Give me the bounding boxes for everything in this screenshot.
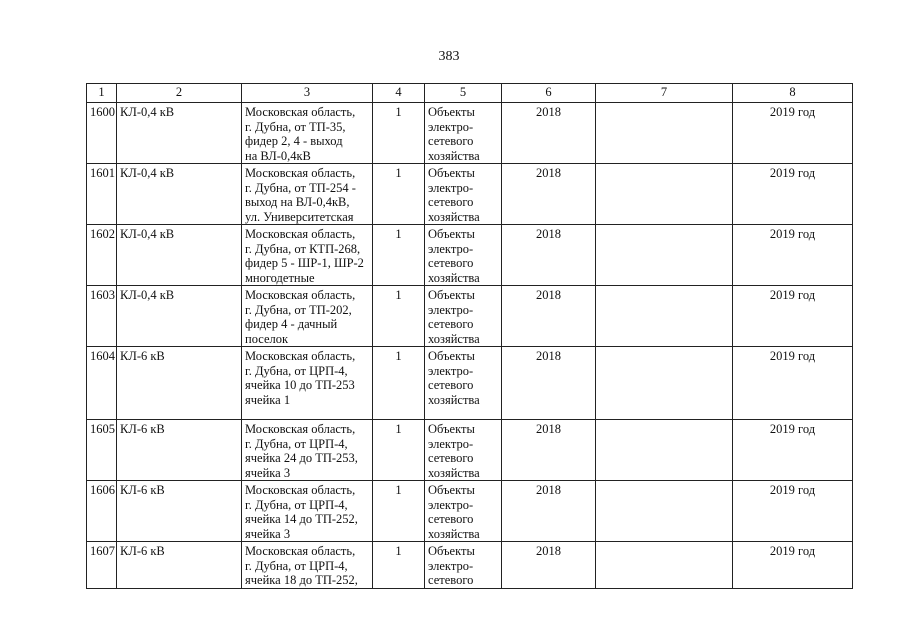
col7-cell [596,225,733,286]
table-row [87,420,853,481]
header-col-6: 6 [502,84,596,103]
address-cell-line: ул. Университетская [245,209,354,224]
header-col-5: 5 [425,84,502,103]
col7-cell [596,164,733,225]
object-name: КЛ-0,4 кВ [117,103,242,164]
header-col-2: 2 [117,84,242,103]
quantity-cell: 1 [373,286,425,347]
object-type-cell-line: электро- [428,302,474,317]
object-type-cell-line: хозяйства [428,526,480,541]
term-cell: 2019 год [733,420,853,481]
header-col-8: 8 [733,84,853,103]
col7-cell [596,103,733,164]
address-cell-line: на ВЛ-0,4кВ [245,148,311,163]
quantity-cell: 1 [373,225,425,286]
object-type-cell [425,164,502,225]
address-cell-line: фидер 2, 4 - выход [245,134,343,148]
object-type-cell-line: Объекты [428,483,475,497]
address-cell-line: Московская область, [245,483,356,497]
address-cell-line: ячейка 3 [245,526,291,541]
quantity-cell: 1 [373,164,425,225]
object-type-cell-line: хозяйства [428,465,480,480]
address-cell-line: г. Дубна, от ТП-202, [245,302,352,317]
row-number: 1600 [87,103,117,164]
object-type-cell [425,420,502,481]
term-cell: 2019 год [733,286,853,347]
object-type-cell-line: электро- [428,363,474,378]
term-cell: 2019 год [733,481,853,542]
quantity-cell: 1 [373,542,425,589]
address-cell-line: ячейка 24 до ТП-253, [245,451,358,465]
address-cell-line: г. Дубна, от ЦРП-4, [245,558,348,573]
object-type-cell-line: хозяйства [428,331,480,346]
col7-cell [596,347,733,420]
term-cell: 2019 год [733,347,853,420]
col7-cell [596,481,733,542]
address-cell-line: Московская область, [245,349,356,363]
table-row [87,481,853,542]
row-number: 1607 [87,542,117,589]
term-cell: 2019 год [733,164,853,225]
row-number: 1603 [87,286,117,347]
year-cell: 2018 [502,164,596,225]
object-type-cell-line: сетевого [428,512,474,526]
object-type-cell-line: электро- [428,180,474,195]
year-cell: 2018 [502,103,596,164]
header-col-4: 4 [373,84,425,103]
object-type-cell-line: Объекты [428,288,475,302]
address-cell-line: ячейка 14 до ТП-252, [245,512,358,526]
address-cell-line: г. Дубна, от КТП-268, [245,241,361,256]
address-cell-line: ячейка 3 [245,465,291,480]
object-type-cell-line: хозяйства [428,392,480,407]
object-type-cell-line: электро- [428,436,474,451]
year-cell: 2018 [502,347,596,420]
object-type-cell-line: сетевого [428,378,474,392]
object-type-cell-line: электро- [428,241,474,256]
address-cell-line: многодетные [245,270,315,285]
object-name: КЛ-0,4 кВ [117,164,242,225]
quantity-cell: 1 [373,481,425,542]
object-name: КЛ-6 кВ [117,481,242,542]
object-type-cell-line: хозяйства [428,270,480,285]
object-name: КЛ-6 кВ [117,347,242,420]
address-cell [242,164,373,225]
row-number: 1601 [87,164,117,225]
object-type-cell-line: электро- [428,558,474,573]
object-type-cell-line: сетевого [428,134,474,148]
object-type-cell [425,286,502,347]
address-cell [242,481,373,542]
table-row [87,164,853,225]
object-type-cell-line: сетевого [428,451,474,465]
address-cell-line: г. Дубна, от ТП-254 - [245,180,356,195]
object-type-cell-line: Объекты [428,166,475,180]
year-cell: 2018 [502,481,596,542]
year-cell: 2018 [502,225,596,286]
table-row [87,542,853,589]
object-name: КЛ-6 кВ [117,542,242,589]
address-cell [242,225,373,286]
address-cell-line: Московская область, [245,166,356,180]
address-cell-line: Московская область, [245,227,356,241]
header-col-7: 7 [596,84,733,103]
year-cell: 2018 [502,286,596,347]
object-type-cell-line: сетевого [428,317,474,331]
registry-table [86,83,853,589]
table-row [87,286,853,347]
address-cell-line: Московская область, [245,544,356,558]
quantity-cell: 1 [373,420,425,481]
address-cell-line: г. Дубна, от ЦРП-4, [245,436,348,451]
object-type-cell [425,542,502,589]
table-row [87,225,853,286]
address-cell-line: ячейка 1 [245,392,291,407]
address-cell-line: поселок [245,331,289,346]
col7-cell [596,286,733,347]
address-cell-line: г. Дубна, от ЦРП-4, [245,363,348,378]
address-cell-line: фидер 5 - ШР-1, ШР-2 [245,256,364,270]
object-type-cell-line: Объекты [428,227,475,241]
object-type-cell-line: электро- [428,497,474,512]
object-type-cell [425,225,502,286]
object-type-cell-line: сетевого [428,195,474,209]
address-cell-line: выход на ВЛ-0,4кВ, [245,195,350,209]
table-row [87,347,853,420]
term-cell: 2019 год [733,225,853,286]
term-cell: 2019 год [733,542,853,589]
table-body [87,103,853,589]
object-name: КЛ-0,4 кВ [117,286,242,347]
quantity-cell: 1 [373,347,425,420]
col7-cell [596,542,733,589]
object-type-cell-line: Объекты [428,105,475,119]
object-name: КЛ-0,4 кВ [117,225,242,286]
address-cell-line: фидер 4 - дачный [245,317,338,331]
address-cell [242,420,373,481]
object-type-cell-line: электро- [428,119,474,134]
table-row [87,103,853,164]
address-cell-line: г. Дубна, от ТП-35, [245,119,346,134]
object-type-cell-line: сетевого [428,573,474,587]
object-type-cell-line: Объекты [428,422,475,436]
address-cell [242,103,373,164]
row-number: 1604 [87,347,117,420]
address-cell-line: ячейка 18 до ТП-252, [245,573,358,587]
row-number: 1606 [87,481,117,542]
col7-cell [596,420,733,481]
address-cell-line: Московская область, [245,288,356,302]
address-cell [242,542,373,589]
address-cell-line: Московская область, [245,105,356,119]
object-type-cell-line: хозяйства [428,209,480,224]
quantity-cell: 1 [373,103,425,164]
header-col-1: 1 [87,84,117,103]
table-header [87,84,853,103]
year-cell: 2018 [502,420,596,481]
object-type-cell [425,481,502,542]
row-number: 1602 [87,225,117,286]
object-type-cell-line: Объекты [428,349,475,363]
object-type-cell-line: хозяйства [428,148,480,163]
page-number: 383 [438,49,460,64]
header-col-3: 3 [242,84,373,103]
object-name: КЛ-6 кВ [117,420,242,481]
address-cell-line: г. Дубна, от ЦРП-4, [245,497,348,512]
header-row [87,84,853,103]
object-type-cell [425,103,502,164]
object-type-cell-line: сетевого [428,256,474,270]
address-cell [242,286,373,347]
row-number: 1605 [87,420,117,481]
address-cell-line: Московская область, [245,422,356,436]
address-cell [242,347,373,420]
object-type-cell-line: Объекты [428,544,475,558]
year-cell: 2018 [502,542,596,589]
object-type-cell [425,347,502,420]
address-cell-line: ячейка 10 до ТП-253 [245,378,355,392]
term-cell: 2019 год [733,103,853,164]
